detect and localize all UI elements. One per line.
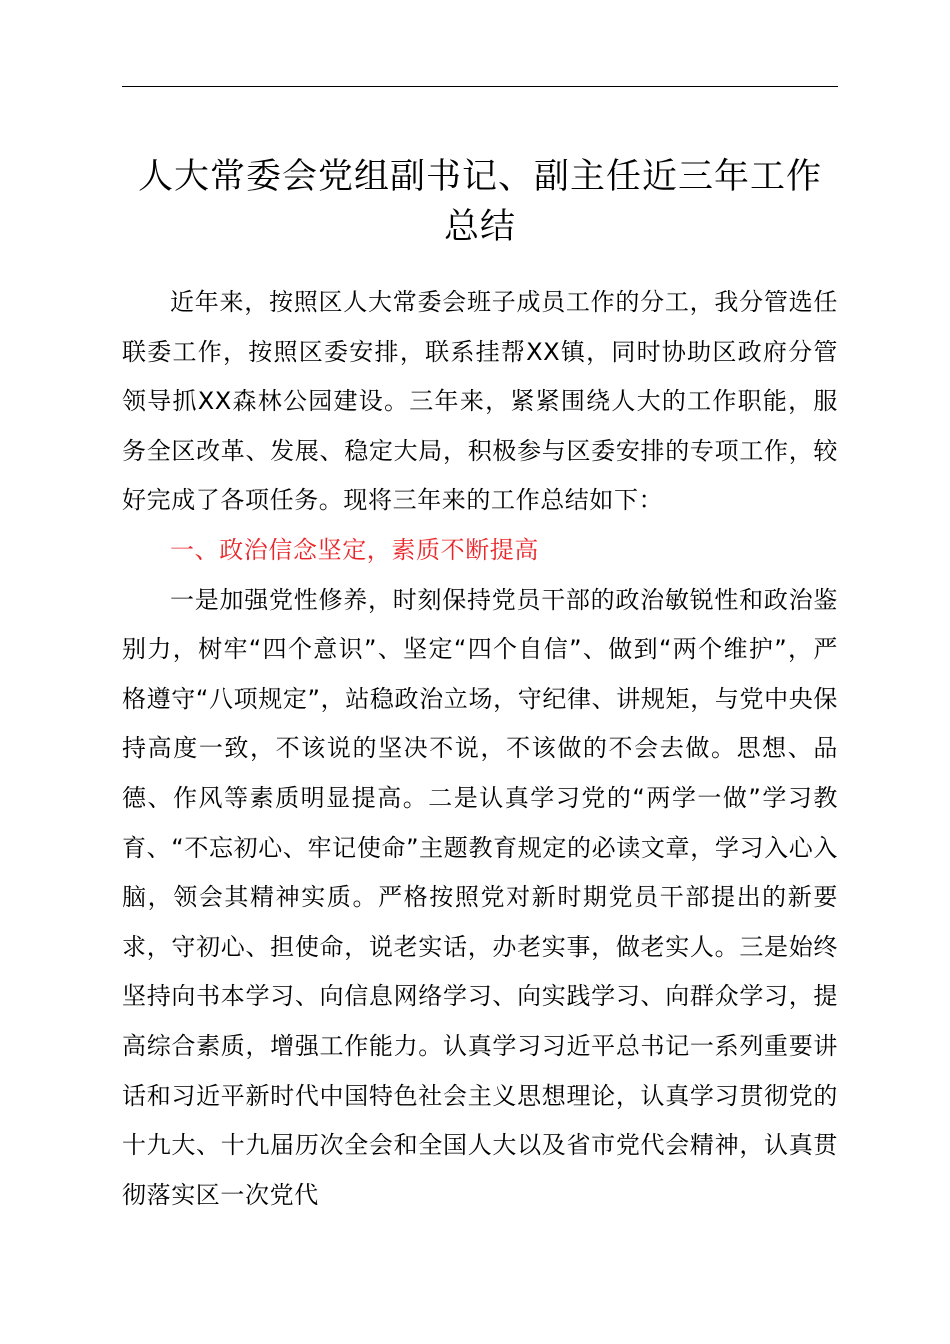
section-heading-1: 一、政治信念坚定，素质不断提高 bbox=[170, 535, 539, 564]
header-rule bbox=[122, 86, 838, 87]
document-body bbox=[122, 278, 838, 1220]
document-title: 人大常委会党组副书记、副主任近三年工作总结 bbox=[137, 157, 822, 247]
intro-paragraph: 近年来，按照区人大常委会班子成员工作的分工，我分管选任联委工作，按照区委安排，联系挂帮XX镇，同时协助区政府分管领导抓XX森林公园建设。三年来，紧紧围绕人大的工作职能，服务全区改革、发展、稳定大局，积极参与区委安排的专项工作，较好完成了各项任务。现将三年来的工作总结如下： bbox=[122, 288, 838, 515]
section-1-paragraph: 一是加强党性修养，时刻保持党员干部的政治敏锐性和政治鉴别力，树牢“四个意识”、坚定“四个自信”、做到“两个维护”，严格遵守“八项规定”，站稳政治立场，守纪律、讲规矩，与党中央保持高度一致，不该说的坚决不说，不该做的不会去做。思想、品德、作风等素质明显提高。二是认真学习党的“两学一做”学习教育、“不忘初心、牢记使命”主题教育规定的必读文章，学习入心入脑，领会其精神实质。严格按照党对新时期党员干部提出的新要求，守初心、担使命，说老实话，办老实事，做老实人。三是始终坚持向书本学习、向信息网络学习、向实践学习、向群众学习，提高综合素质，增强工作能力。认真学习习近平总书记一系列重要讲话和习近平新时代中国特色社会主义思想理论，认真学习贯彻党的十九大、十九届历次全会和全国人大以及省市党代会精神，认真贯彻落实区一次党代 bbox=[122, 585, 838, 1209]
